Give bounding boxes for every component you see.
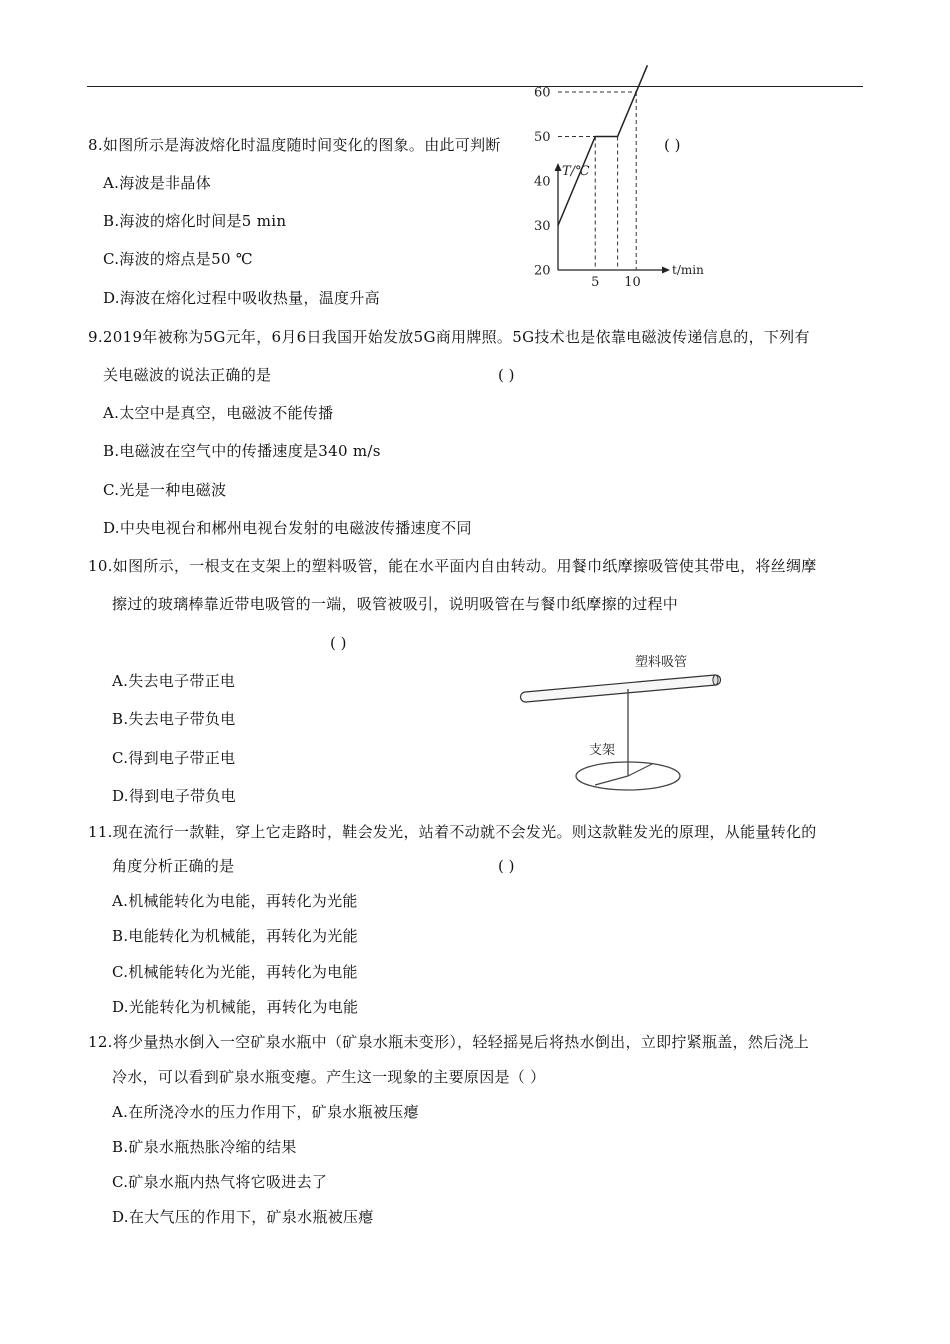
chart-y-tick-label: 40 [534, 174, 551, 190]
q11-stem-line-2: 角度分析正确的是 [112, 857, 235, 875]
stand-base-leg [595, 776, 628, 785]
q8-option-c[interactable]: C.海波的熔点是50 ℃ [103, 250, 253, 268]
q8-answer-blank[interactable]: ( ) [664, 136, 681, 154]
q8-option-a[interactable]: A.海波是非晶体 [103, 174, 212, 192]
q10-option-c[interactable]: C.得到电子带正电 [112, 749, 236, 767]
chart-ticks [534, 86, 641, 291]
q12-option-b[interactable]: B.矿泉水瓶热胀冷缩的结果 [112, 1138, 297, 1156]
q9-option-b[interactable]: B.电磁波在空气中的传播速度是340 m/s [103, 442, 381, 460]
chart-y-tick-label: 60 [534, 85, 551, 101]
q8-stem: 8.如图所示是海波熔化时温度随时间变化的图象。由此可判断 [88, 136, 501, 154]
q11-option-a[interactable]: A.机械能转化为电能，再转化为光能 [112, 892, 358, 910]
q10-option-a[interactable]: A.失去电子带正电 [112, 672, 236, 690]
melting-chart [530, 85, 710, 290]
chart-y-tick-label: 50 [534, 130, 551, 145]
q11-answer-blank[interactable]: ( ) [498, 857, 515, 875]
chart-x-tick-label: 10 [624, 275, 641, 290]
q10-stem-line-2: 擦过的玻璃棒靠近带电吸管的一端，吸管被吸引，说明吸管在与餐巾纸摩擦的过程中 [112, 595, 679, 613]
q11-option-d[interactable]: D.光能转化为机械能，再转化为电能 [112, 998, 359, 1016]
q9-stem-line-2: 关电磁波的说法正确的是 [103, 366, 272, 384]
q11-option-b[interactable]: B.电能转化为机械能，再转化为光能 [112, 927, 358, 945]
q10-option-d[interactable]: D.得到电子带负电 [112, 787, 236, 805]
q10-answer-blank[interactable]: ( ) [330, 634, 347, 652]
q12-stem-line-1: 12.将少量热水倒入一空矿泉水瓶中（矿泉水瓶未变形），轻轻摇晃后将热水倒出，立即拧紧瓶盖，然后浇上 [88, 1033, 810, 1051]
chart-axes [555, 163, 671, 274]
q8-option-b[interactable]: B.海波的熔化时间是5 min [103, 212, 287, 230]
q9-option-a[interactable]: A.太空中是真空，电磁波不能传播 [103, 404, 334, 422]
q12-stem-line-2: 冷水，可以看到矿泉水瓶变瘪。产生这一现象的主要原因是（ ） [112, 1068, 546, 1086]
stand-label: 支架 [589, 743, 616, 758]
q8-option-d[interactable]: D.海波在熔化过程中吸收热量，温度升高 [103, 289, 380, 307]
q12-option-d[interactable]: D.在大气压的作用下，矿泉水瓶被压瘪 [112, 1208, 374, 1226]
straw-label: 塑料吸管 [635, 655, 688, 670]
plastic-straw [520, 675, 720, 702]
chart-y-tick-label: 20 [534, 263, 551, 279]
straw-stand-figure [515, 648, 735, 798]
q10-stem-line-1: 10.如图所示，一根支在支架上的塑料吸管，能在水平面内自由转动。用餐巾纸摩擦吸管使其带电，将丝绸摩 [88, 557, 817, 575]
chart-y-axis-label: T/℃ [562, 164, 590, 179]
q9-option-d[interactable]: D.中央电视台和郴州电视台发射的电磁波传播速度不同 [103, 519, 472, 537]
q10-option-b[interactable]: B.失去电子带负电 [112, 710, 236, 728]
q11-stem-line-1: 11.现在流行一款鞋，穿上它走路时，鞋会发光，站着不动就不会发光。则这款鞋发光的原理，从能量转化的 [88, 823, 817, 841]
q9-option-c[interactable]: C.光是一种电磁波 [103, 481, 227, 499]
q9-stem-line-1: 9.2019年被称为5G元年，6月6日我国开始发放5G商用牌照。5G技术也是依靠电磁波传递信息的，下列有 [88, 328, 810, 346]
chart-series-line [558, 65, 647, 225]
stand-base-leg [628, 764, 652, 776]
chart-x-axis-label: t/min [672, 263, 704, 277]
chart-y-tick-label: 30 [534, 219, 551, 234]
q9-answer-blank[interactable]: ( ) [498, 366, 515, 384]
q12-option-c[interactable]: C.矿泉水瓶内热气将它吸进去了 [112, 1173, 328, 1191]
header-rule [87, 86, 863, 87]
chart-x-tick-label: 5 [591, 275, 600, 290]
q11-option-c[interactable]: C.机械能转化为光能，再转化为电能 [112, 963, 358, 981]
q12-option-a[interactable]: A.在所浇冷水的压力作用下，矿泉水瓶被压瘪 [112, 1103, 419, 1121]
